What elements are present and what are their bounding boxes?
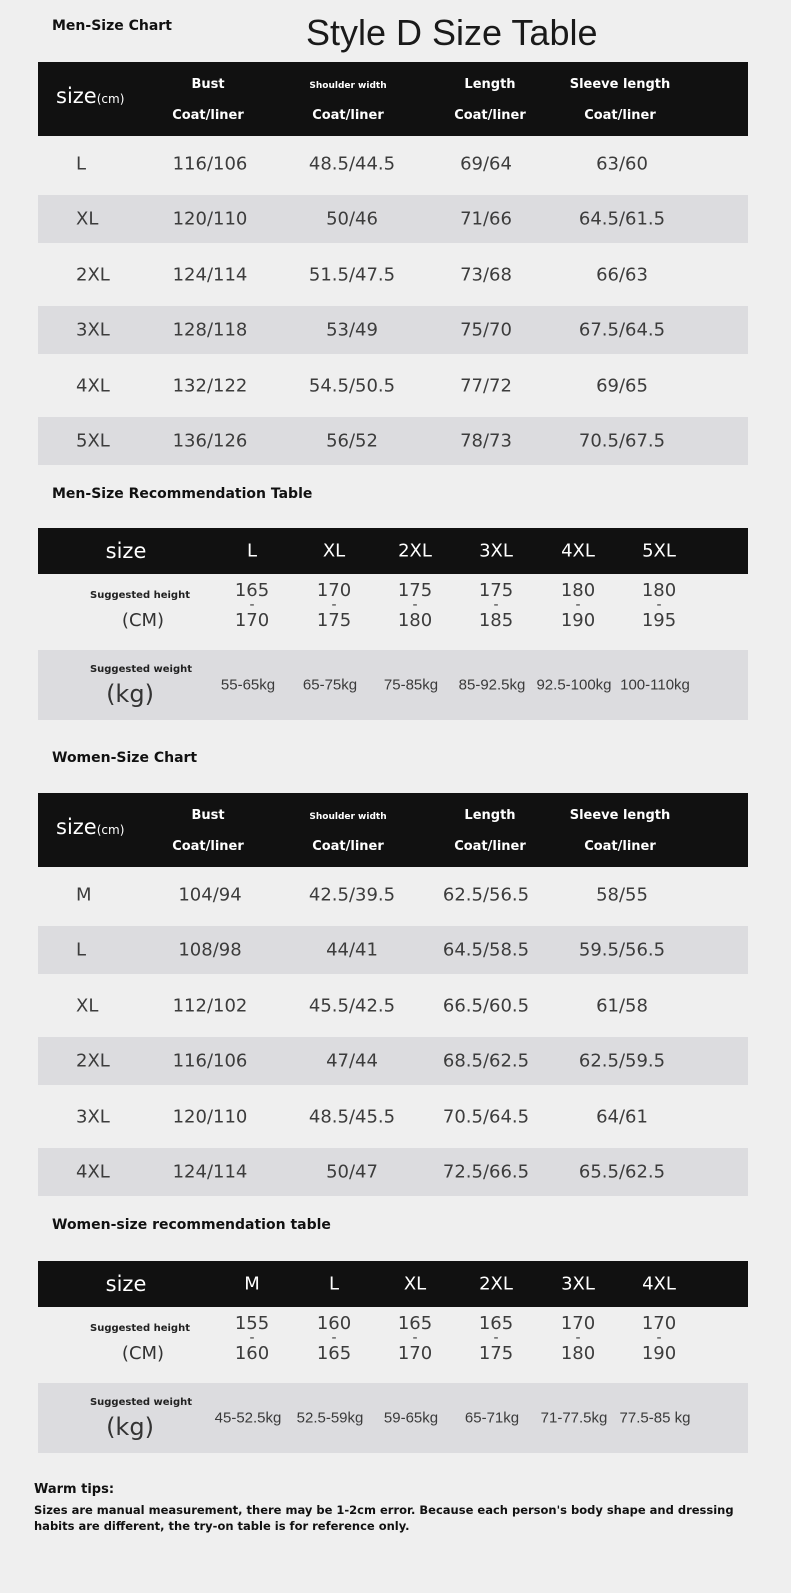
column-header-title: Shoulder width — [309, 812, 387, 822]
weight-range: 92.5-100kg — [536, 676, 612, 694]
height-dash: - — [575, 597, 581, 613]
height-dash: - — [575, 1330, 581, 1346]
cell-size: L — [76, 153, 87, 174]
height-to: 160 — [234, 1343, 270, 1364]
cell-shoulder: 50/46 — [326, 208, 378, 230]
height-dash: - — [656, 597, 662, 613]
weight-range: 52.5-59kg — [296, 1409, 364, 1427]
table-row — [38, 926, 748, 974]
column-header — [283, 793, 413, 867]
height-from: 180 — [560, 580, 596, 601]
column-header-subtitle: Coat/liner — [172, 108, 244, 123]
cell-shoulder: 47/44 — [326, 1050, 378, 1072]
cell-bust: 128/118 — [172, 319, 248, 341]
cell-bust: 116/106 — [172, 1050, 248, 1072]
size-column-header: L — [246, 540, 258, 562]
height-from: 165 — [234, 580, 270, 601]
height-to: 185 — [478, 610, 514, 631]
cell-shoulder: 42.5/39.5 — [308, 884, 396, 905]
column-header-title: Shoulder width — [309, 81, 387, 91]
height-from: 170 — [641, 1313, 677, 1334]
height-range — [316, 1313, 352, 1364]
column-header-subtitle: Coat/liner — [312, 839, 384, 854]
warm-tips-text: Sizes are manual measurement, there may be 1-2cm error. Because each person's body shape and dressing habits are different, the try-on table is for reference only. — [34, 1503, 734, 1533]
women-recommendation-table — [38, 1261, 748, 1453]
column-header — [283, 62, 413, 136]
men-size-chart-title: Men-Size Chart — [52, 18, 172, 34]
page-title: Style D Size Table — [306, 12, 598, 53]
cell-shoulder: 54.5/50.5 — [308, 375, 396, 396]
cell-bust: 108/98 — [178, 939, 242, 961]
column-header — [143, 62, 273, 136]
height-dash: - — [656, 1330, 662, 1346]
cell-length: 68.5/62.5 — [442, 1050, 530, 1072]
column-header-subtitle: Coat/liner — [454, 839, 526, 854]
table-header — [38, 62, 748, 136]
height-to: 175 — [478, 1343, 514, 1364]
table-row — [38, 195, 748, 243]
height-from: 175 — [397, 580, 433, 601]
cell-size: XL — [76, 208, 99, 230]
cell-sleeve: 63/60 — [596, 153, 648, 174]
column-header-title: Length — [464, 808, 516, 823]
cell-size: 2XL — [76, 1050, 110, 1072]
table-row — [38, 136, 748, 191]
height-to: 190 — [560, 610, 596, 631]
cell-size: XL — [76, 995, 99, 1016]
cell-sleeve: 61/58 — [596, 995, 648, 1016]
cell-sleeve: 70.5/67.5 — [578, 430, 666, 452]
suggested-weight-row — [38, 650, 748, 720]
men-size-chart — [38, 62, 748, 469]
cell-size: M — [76, 884, 92, 905]
cell-sleeve: 67.5/64.5 — [578, 319, 666, 341]
weight-range: 65-71kg — [464, 1409, 520, 1427]
column-header-title: Sleeve length — [569, 77, 671, 92]
height-range — [316, 580, 352, 631]
cell-size: L — [76, 939, 87, 961]
column-header-title: Bust — [191, 808, 225, 823]
height-to: 190 — [641, 1343, 677, 1364]
cell-size: 2XL — [76, 264, 110, 285]
size-column-header: 3XL — [561, 1273, 595, 1295]
size-label: size — [56, 815, 97, 839]
column-header-title: Sleeve length — [569, 808, 671, 823]
height-range — [234, 1313, 270, 1364]
table-row — [38, 1148, 748, 1196]
table-header — [38, 1261, 748, 1307]
height-range — [560, 580, 596, 631]
height-range — [478, 580, 514, 631]
height-dash: - — [493, 597, 499, 613]
cell-bust: 136/126 — [172, 430, 248, 452]
cell-shoulder: 45.5/42.5 — [308, 995, 396, 1016]
height-to: 175 — [316, 610, 352, 631]
cell-length: 71/66 — [460, 208, 512, 230]
size-column-header: L — [328, 1273, 340, 1295]
cell-length: 64.5/58.5 — [442, 939, 530, 961]
women-recommendation-title: Women-size recommendation table — [52, 1217, 331, 1233]
table-row — [38, 1037, 748, 1085]
height-from: 160 — [316, 1313, 352, 1334]
size-column-header: 4XL — [561, 540, 595, 562]
height-dash: - — [412, 597, 418, 613]
weight-range: 55-65kg — [220, 676, 276, 694]
height-range — [560, 1313, 596, 1364]
height-dash: - — [331, 597, 337, 613]
height-to: 195 — [641, 610, 677, 631]
cell-length: 75/70 — [460, 319, 512, 341]
cell-length: 73/68 — [460, 264, 512, 285]
column-header-subtitle: Coat/liner — [584, 839, 656, 854]
cell-shoulder: 51.5/47.5 — [308, 264, 396, 285]
men-recommendation-title: Men-Size Recommendation Table — [52, 486, 313, 502]
cell-sleeve: 69/65 — [596, 375, 648, 396]
cell-bust: 124/114 — [172, 264, 248, 285]
cell-sleeve: 66/63 — [596, 264, 648, 285]
cell-bust: 116/106 — [172, 153, 248, 174]
column-header — [425, 62, 555, 136]
cell-bust: 124/114 — [172, 1161, 248, 1183]
cell-size: 4XL — [76, 375, 110, 396]
cell-length: 70.5/64.5 — [442, 1106, 530, 1127]
cell-shoulder: 53/49 — [326, 319, 378, 341]
height-to: 180 — [560, 1343, 596, 1364]
weight-range: 85-92.5kg — [458, 676, 526, 694]
cell-sleeve: 62.5/59.5 — [578, 1050, 666, 1072]
cell-length: 62.5/56.5 — [442, 884, 530, 905]
height-to: 165 — [316, 1343, 352, 1364]
cell-size: 3XL — [76, 1106, 110, 1127]
cell-shoulder: 48.5/45.5 — [308, 1106, 396, 1127]
cell-length: 77/72 — [460, 375, 512, 396]
suggested-height-row — [38, 1307, 748, 1383]
column-header-title: Length — [464, 77, 516, 92]
cell-shoulder: 56/52 — [326, 430, 378, 452]
height-to: 170 — [234, 610, 270, 631]
column-header — [555, 793, 685, 867]
size-label: size — [56, 84, 97, 108]
size-column-header: 2XL — [479, 1273, 513, 1295]
suggested-height-label: Suggested height — [90, 590, 190, 601]
column-header — [555, 62, 685, 136]
cell-shoulder: 44/41 — [326, 939, 378, 961]
cell-length: 72.5/66.5 — [442, 1161, 530, 1183]
cell-bust: 120/110 — [172, 208, 248, 230]
size-column-header: 3XL — [479, 540, 513, 562]
cell-length: 69/64 — [460, 153, 512, 174]
size-column-header: M — [244, 1273, 260, 1295]
size-column-header: XL — [322, 540, 346, 562]
warm-tips-title: Warm tips: — [34, 1482, 115, 1497]
height-range — [478, 1313, 514, 1364]
height-from: 155 — [234, 1313, 270, 1334]
height-from: 170 — [316, 580, 352, 601]
weight-range: 75-85kg — [383, 676, 439, 694]
table-row — [38, 306, 748, 354]
height-to: 170 — [397, 1343, 433, 1364]
height-from: 165 — [397, 1313, 433, 1334]
size-unit: (cm) — [96, 823, 125, 837]
height-dash: - — [249, 597, 255, 613]
table-row — [38, 1089, 748, 1144]
cell-size: 3XL — [76, 319, 110, 341]
suggested-weight-label: Suggested weight — [89, 664, 193, 675]
size-column-header: 2XL — [398, 540, 432, 562]
cell-size: 5XL — [76, 430, 110, 452]
cell-shoulder: 50/47 — [326, 1161, 378, 1183]
column-header-title: Bust — [191, 77, 225, 92]
height-range — [397, 580, 433, 631]
cell-sleeve: 64.5/61.5 — [578, 208, 666, 230]
height-range — [397, 1313, 433, 1364]
size-column-header: 5XL — [642, 540, 676, 562]
suggested-height-label: Suggested height — [90, 1323, 190, 1334]
column-header-subtitle: Coat/liner — [312, 108, 384, 123]
height-dash: - — [493, 1330, 499, 1346]
cell-bust: 112/102 — [172, 995, 248, 1016]
size-header-label: size — [105, 1272, 147, 1296]
cell-size: 4XL — [76, 1161, 110, 1183]
column-header-subtitle: Coat/liner — [454, 108, 526, 123]
height-dash: - — [412, 1330, 418, 1346]
height-range — [641, 1313, 677, 1364]
height-from: 165 — [478, 1313, 514, 1334]
height-from: 170 — [560, 1313, 596, 1334]
women-size-chart-title: Women-Size Chart — [52, 750, 198, 766]
women-size-chart — [38, 793, 748, 1200]
size-column-header: 4XL — [642, 1273, 676, 1295]
table-row — [38, 867, 748, 922]
cell-length: 78/73 — [460, 430, 512, 452]
size-column-header: XL — [403, 1273, 427, 1295]
column-header — [425, 793, 555, 867]
height-dash: - — [331, 1330, 337, 1346]
height-from: 180 — [641, 580, 677, 601]
cell-bust: 132/122 — [172, 375, 248, 396]
suggested-height-unit: (CM) — [121, 610, 165, 631]
weight-range: 77.5-85 kg — [619, 1409, 691, 1427]
cell-sleeve: 65.5/62.5 — [578, 1161, 666, 1183]
cell-sleeve: 64/61 — [596, 1106, 648, 1127]
table-row — [38, 247, 748, 302]
weight-range: 65-75kg — [302, 676, 358, 694]
suggested-weight-unit: (kg) — [106, 1413, 154, 1441]
weight-range: 45-52.5kg — [214, 1409, 282, 1427]
height-range — [641, 580, 677, 631]
suggested-height-row — [38, 574, 748, 650]
cell-bust: 120/110 — [172, 1106, 248, 1127]
cell-length: 66.5/60.5 — [442, 995, 530, 1016]
size-header-label — [56, 84, 124, 108]
height-to: 180 — [397, 610, 433, 631]
weight-range: 100-110kg — [620, 676, 690, 694]
cell-bust: 104/94 — [178, 884, 242, 905]
height-range — [234, 580, 270, 631]
weight-range: 59-65kg — [383, 1409, 439, 1427]
cell-sleeve: 58/55 — [596, 884, 648, 905]
suggested-weight-unit: (kg) — [106, 680, 154, 708]
table-row — [38, 417, 748, 465]
cell-sleeve: 59.5/56.5 — [578, 939, 666, 961]
column-header-subtitle: Coat/liner — [172, 839, 244, 854]
weight-range: 71-77.5kg — [540, 1409, 608, 1427]
suggested-weight-label: Suggested weight — [89, 1397, 193, 1408]
size-header-label: size — [105, 539, 147, 563]
table-row — [38, 978, 748, 1033]
size-unit: (cm) — [96, 92, 125, 106]
height-from: 175 — [478, 580, 514, 601]
men-recommendation-table — [38, 528, 748, 720]
column-header — [143, 793, 273, 867]
column-header-subtitle: Coat/liner — [584, 108, 656, 123]
table-header — [38, 793, 748, 867]
table-header — [38, 528, 748, 574]
cell-shoulder: 48.5/44.5 — [308, 153, 396, 174]
suggested-weight-row — [38, 1383, 748, 1453]
table-row — [38, 358, 748, 413]
size-header-label — [56, 815, 124, 839]
suggested-height-unit: (CM) — [121, 1343, 165, 1364]
height-dash: - — [249, 1330, 255, 1346]
